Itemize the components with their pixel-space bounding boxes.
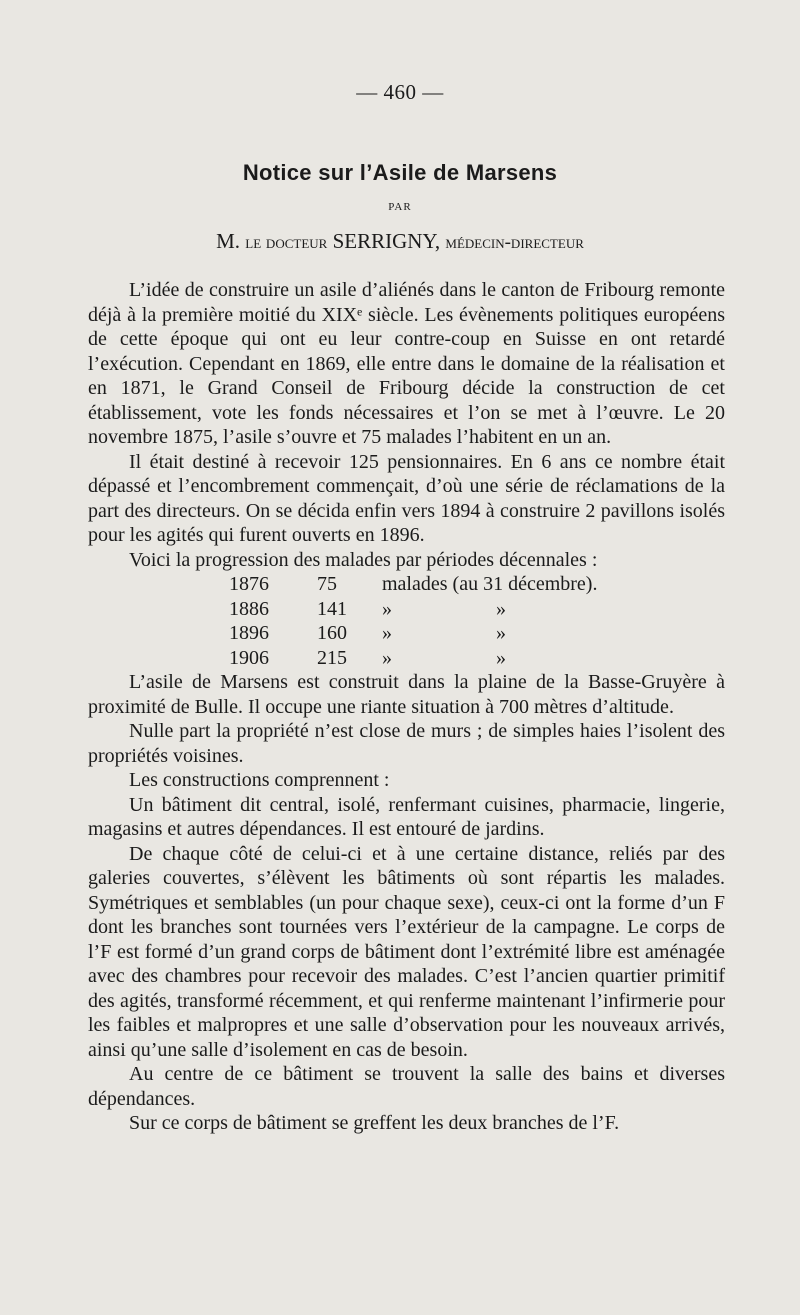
paragraph: L’asile de Marsens est construit dans la plaine de la Basse-Gruyère à proximité de Bulle. Il occupe une riante situation à 700 mètres d’altitude. xyxy=(88,671,725,718)
paragraph: L’idée de construire un asile d’aliénés dans le canton de Fribourg remonte déjà à la première moitié du XIXᵉ siècle. Les évènements politiques européens de cette époque qui ont eu leur contre-coup en Suisse en ont retardé l’exécution. Cependant en 1869, elle entre dans le domaine de la réalisation et en 1871, le Grand Conseil de Fribourg décide la construction de cet établissement, vote les fonds nécessaires et l’on se met à l’œuvre. Le 20 novembre 1875, l’asile s’ouvre et 75 malades l’habitent en un an. xyxy=(88,279,725,448)
page-number: — 460 — xyxy=(356,80,444,104)
ditto-mark: » xyxy=(496,597,506,620)
ditto-mark: » xyxy=(382,646,392,669)
article-title: Notice sur l’Asile de Marsens xyxy=(242,160,558,185)
table-row xyxy=(229,597,597,622)
paragraph: Au centre de ce bâtiment se trouvent la salle des bains et diverses dépendances. xyxy=(88,1063,725,1110)
paragraph: Sur ce corps de bâtiment se greffent les deux branches de l’F. xyxy=(129,1112,620,1134)
table-row xyxy=(229,572,597,597)
year-cell: 1906 xyxy=(229,646,269,669)
ditto-mark: » xyxy=(382,622,392,644)
body-text xyxy=(88,278,725,1136)
count-cell: 215 xyxy=(317,646,347,669)
author-title: le docteur xyxy=(245,232,328,253)
year-cell: 1876 xyxy=(229,573,269,595)
paragraph: Il était destiné à recevoir 125 pensionnaires. En 6 ans ce nombre était dépassé et l’encombrement commençait, d’où une série de réclamations de la part des directeurs. On se décida enfin vers 1894 à construire 2 pavillons isolés pour les agités qui furent ouverts en 1896. xyxy=(88,450,725,546)
ditto-mark: » xyxy=(496,646,506,669)
year-cell: 1886 xyxy=(229,597,269,620)
count-cell: 141 xyxy=(317,597,347,620)
author-line xyxy=(0,229,800,254)
progression-table xyxy=(229,572,597,670)
author-name: SERRIGNY, xyxy=(332,229,441,253)
paragraph: Nulle part la propriété n’est close de murs ; de simples haies l’isolent des propriétés voisines. xyxy=(88,720,725,767)
ditto-mark: » xyxy=(382,597,392,620)
paragraph: De chaque côté de celui-ci et à une certaine distance, reliés par des galeries couvertes, s’élèvent les bâtiments où sont répartis les malades. Symétriques et semblables (un pour chaque sexe), ceux-ci ont la forme d’un F dont les branches sont tournées vers l’extérieur de la campagne. Le corps de l’F est formé d’un grand corps de bâtiment dont l’extrémité libre est aménagée avec des chambres pour recevoir des malades. C’est l’ancien quartier primitif des agités, transformé récemment, et qui renferme maintenant l’infirmerie pour les faibles et malpropres et une salle d’observation pour les nouveaux arrivés, ainsi qu’une salle d’isolement en cas de besoin. xyxy=(88,842,725,1061)
paragraph: Voici la progression des malades par périodes décennales : xyxy=(129,548,598,571)
paragraph: Les constructions comprennent : xyxy=(129,769,390,791)
byline-par: PAR xyxy=(388,201,412,213)
note-cell: malades (au 31 décembre). xyxy=(382,573,598,595)
table-row xyxy=(229,646,597,671)
author-role: médecin-directeur xyxy=(445,232,584,253)
author-prefix: M. xyxy=(216,229,241,253)
paragraph: Un bâtiment dit central, isolé, renfermant cuisines, pharmacie, lingerie, magasins et autres dépendances. Il est entouré de jardins. xyxy=(88,793,725,840)
ditto-mark: » xyxy=(496,622,506,644)
count-cell: 160 xyxy=(317,622,347,644)
year-cell: 1896 xyxy=(229,622,269,644)
count-cell: 75 xyxy=(317,573,337,595)
table-row xyxy=(229,621,597,646)
